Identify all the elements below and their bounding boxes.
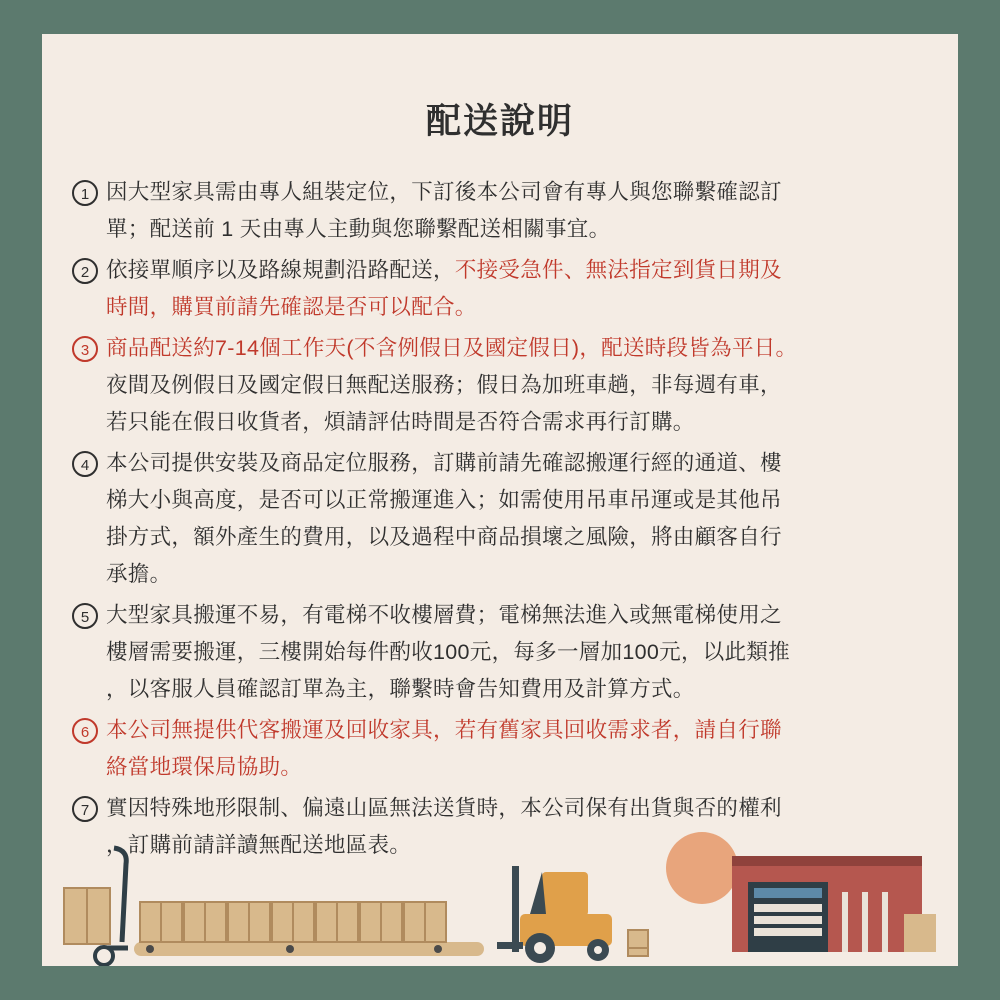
text-segment: 本公司提供安裝及商品定位服務，訂購前請先確認搬運行經的通道、樓 (106, 451, 782, 475)
list-item-line (106, 252, 782, 289)
conveyor-icon (134, 942, 484, 956)
list-item-line (106, 634, 790, 671)
text-segment: 掛方式，額外產生的費用，以及過程中商品損壞之風險，將由顧客自行 (106, 525, 782, 549)
text-segment: 絡當地環保局協助。 (106, 755, 303, 779)
text-segment: 樓層需要搬運，三樓開始每件酌收100元，每多一層加100元，以此類推 (106, 640, 790, 664)
text-segment: 梯大小與高度，是否可以正常搬運進入；如需使用吊車吊運或是其他吊 (106, 488, 782, 512)
list-item-line (106, 445, 782, 482)
list-item-line (106, 712, 782, 749)
hand-truck-icon (64, 848, 128, 965)
list-item (72, 597, 934, 708)
list-item-line (106, 482, 782, 519)
list-item-line (106, 211, 782, 248)
list-item-number: 4 (72, 451, 98, 477)
list-item (72, 330, 934, 441)
list-item (72, 712, 934, 786)
text-segment: ，訂購前請詳讀無配送地區表。 (106, 833, 412, 857)
page-title: 配送說明 (425, 102, 574, 141)
list-item-number: 2 (72, 258, 98, 284)
text-segment: 夜間及例假日及國定假日無配送服務；假日為加班車趟，非每週有車， (106, 373, 782, 397)
list-item-number: 5 (72, 603, 98, 629)
list-item-line (106, 556, 782, 593)
list-item-line (106, 330, 797, 367)
list-item-text (106, 597, 790, 708)
text-segment: 商品配送約7-14個工作天(不含例假日及國定假日)，配送時段皆為平日。 (106, 336, 798, 360)
text-segment: 實因特殊地形限制、偏遠山區無法送貨時，本公司保有出貨與否的權利 (106, 796, 782, 820)
list-item-line (106, 671, 790, 708)
list-item-line (106, 174, 782, 211)
text-segment: ，以客服人員確認訂單為主，聯繫時會告知費用及計算方式。 (106, 677, 695, 701)
list-item-line (106, 289, 782, 326)
text-segment: 依接單順序以及路線規劃沿路配送， (106, 258, 455, 282)
text-segment: 因大型家具需由專人組裝定位，下訂後本公司會有專人與您聯繫確認訂 (106, 180, 782, 204)
list-item-line (106, 404, 797, 441)
list-item-line (106, 749, 782, 786)
list-item-line (106, 597, 790, 634)
text-segment: 若只能在假日收貨者，煩請評估時間是否符合需求再行訂購。 (106, 410, 695, 434)
list-item-number: 7 (72, 796, 98, 822)
list-item (72, 445, 934, 593)
text-segment: 單；配送前 1 天由專人主動與您聯繫配送相關事宜。 (106, 217, 611, 241)
forklift-icon (497, 866, 648, 963)
text-segment: 本公司無提供代客搬運及回收家具，若有舊家具回收需求者，請自行聯 (106, 718, 782, 742)
list-item-number: 1 (72, 180, 98, 206)
list-item (72, 174, 934, 248)
list-item-text (106, 252, 782, 326)
illustration-scene (42, 826, 958, 966)
list-item-text (106, 712, 782, 786)
list-item-text (106, 174, 782, 248)
list-item-line (106, 367, 797, 404)
delivery-terms-list (42, 174, 958, 864)
list-item-line (106, 519, 782, 556)
list-item-text (106, 330, 797, 441)
text-segment: 承擔。 (106, 562, 172, 586)
list-item-number: 6 (72, 718, 98, 744)
sun-icon (666, 832, 738, 904)
text-segment: 時間，購買前請先確認是否可以配合。 (106, 295, 477, 319)
list-item (72, 252, 934, 326)
delivery-info-card (42, 34, 958, 966)
text-segment: 不接受急件、無法指定到貨日期及 (454, 258, 782, 282)
list-item-text (106, 445, 782, 593)
text-segment: 大型家具搬運不易，有電梯不收樓層費；電梯無法進入或無電梯使用之 (106, 603, 782, 627)
list-item-line (106, 790, 782, 827)
list-item-number: 3 (72, 336, 98, 362)
